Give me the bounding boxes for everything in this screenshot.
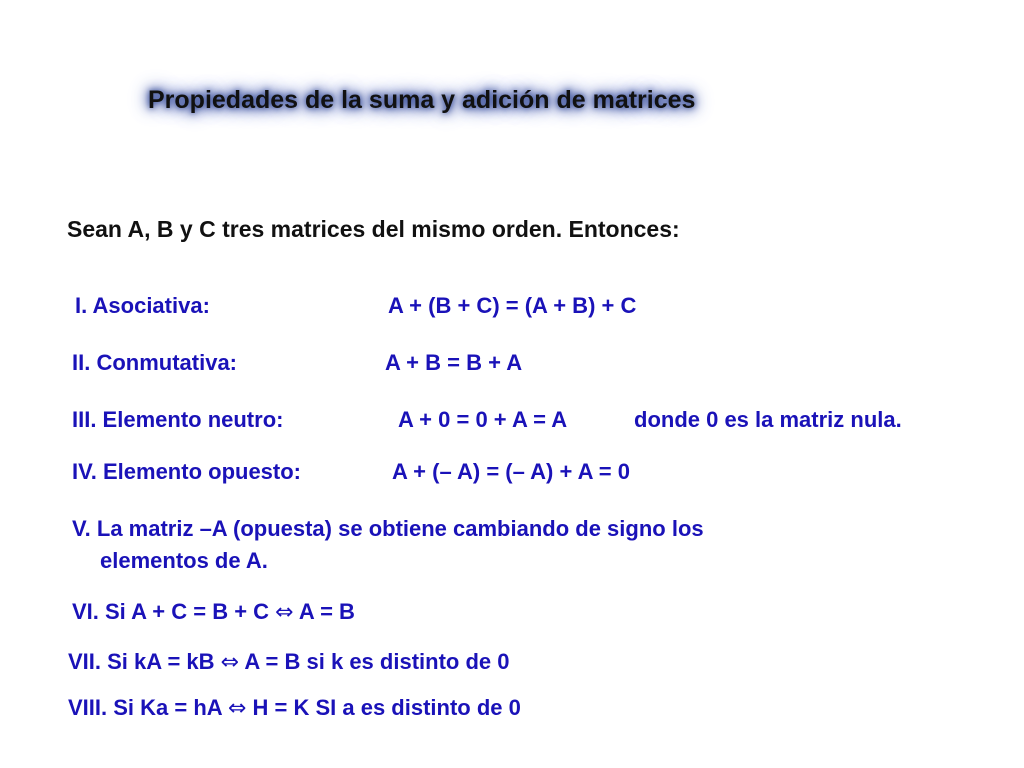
iff-arrow-icon: ⇔: [227, 696, 247, 721]
property-formula: A + (– A) = (– A) + A = 0: [392, 459, 630, 484]
slide-title: Propiedades de la suma y adición de matrices: [148, 86, 696, 114]
property-scalar-equality: [68, 695, 521, 721]
property-note: donde 0 es la matriz nula.: [634, 407, 902, 432]
property-text: VI. Si A + C = B + C: [72, 599, 276, 624]
property-label: IV. Elemento opuesto:: [72, 459, 302, 484]
property-text: VIII. Si Ka = hA: [68, 695, 228, 720]
property-scalar-cancellation: [68, 649, 509, 675]
property-formula: A + (B + C) = (A + B) + C: [388, 293, 637, 318]
property-text-line1: V. La matriz –A (opuesta) se obtiene cambiando de signo los: [72, 516, 704, 541]
property-text-line2: elementos de A.: [100, 548, 268, 573]
property-label: III. Elemento neutro:: [72, 407, 284, 432]
property-text: VII. Si kA = kB: [68, 649, 221, 674]
property-formula: A + B = B + A: [385, 350, 523, 375]
intro-text: Sean A, B y C tres matrices del mismo orden. Entonces:: [67, 216, 680, 242]
property-formula: A + 0 = 0 + A = A: [398, 407, 568, 432]
property-opposite-matrix: [72, 513, 872, 577]
property-cancellation: [72, 599, 355, 625]
property-text: A = B si k es distinto de 0: [239, 649, 510, 674]
property-label: I. Asociativa:: [75, 293, 210, 318]
property-text: A = B: [293, 599, 355, 624]
iff-arrow-icon: ⇔: [220, 650, 240, 675]
property-label: II. Conmutativa:: [72, 350, 238, 375]
property-text: H = K SI a es distinto de 0: [246, 695, 521, 720]
iff-arrow-icon: ⇔: [275, 600, 294, 625]
